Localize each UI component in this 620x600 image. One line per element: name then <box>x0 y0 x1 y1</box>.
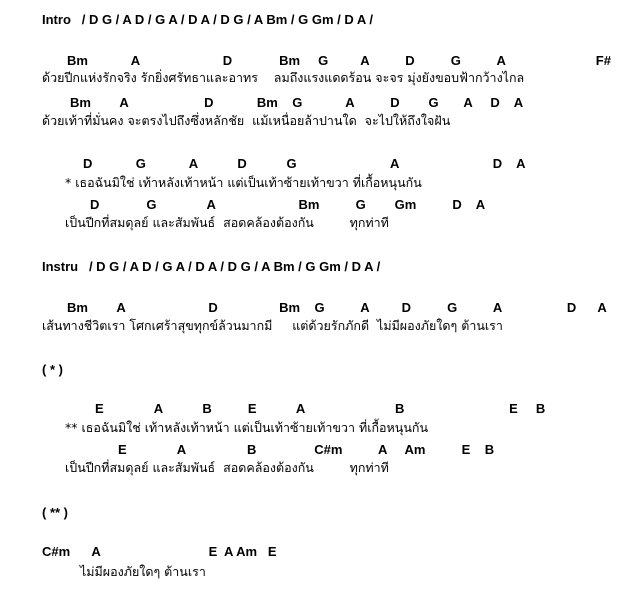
verse1-chords-2: Bm A D Bm G A D G A D A <box>70 95 524 110</box>
instru-line: Instru / D G / A D / G A / D A / D G / A Bm / G Gm / D A / <box>42 259 381 274</box>
chorus2-lyric-2: เป็นปีกที่สมดุลย์ และสัมพันธ์ สอดคล้องต้องกัน ทุกท่าที <box>65 460 389 475</box>
bridge-lyric: เส้นทางชีวิตเรา โศกเศร้าสุขทุกข์ล้วนมากมี แต่ด้วยรักภักดี ไม่มีผองภัยใดๆ ต้านเรา <box>42 318 503 333</box>
chorus-chords-2: D G A Bm G Gm D A <box>90 197 486 212</box>
chorus-chords-1: D G A D G A D A <box>83 156 526 171</box>
verse1-chords-1: Bm A D Bm G A D G A F# <box>67 53 611 68</box>
outro-lyric: ไม่มีผองภัยใดๆ ต้านเรา <box>80 564 206 579</box>
bridge-chords: Bm A D Bm G A D G A D A <box>67 300 607 315</box>
chorus-lyric-1: * เธอฉันมิใช่ เท้าหลังเท้าหน้า แต่เป็นเท้าซ้ายเท้าขวา ที่เกื้อหนุนกัน <box>65 175 422 190</box>
chorus2-lyric-1: ** เธอฉันมิใช่ เท้าหลังเท้าหน้า แต่เป็นเท้าซ้ายเท้าขวา ที่เกื้อหนุนกัน <box>65 420 428 435</box>
verse1-lyric-1: ด้วยปีกแห่งรักจริง รักยิ่งศรัทธาและอาทร ลมถึงแรงแดดร้อน จะจร มุ่งยังขอบฟ้ากว้างไกล <box>42 70 525 85</box>
repeat-chorus2-marker: ( ** ) <box>42 505 68 520</box>
intro-line: Intro / D G / A D / G A / D A / D G / A Bm / G Gm / D A / <box>42 12 374 27</box>
chorus-lyric-2: เป็นปีกที่สมดุลย์ และสัมพันธ์ สอดคล้องต้องกัน ทุกท่าที <box>65 215 389 230</box>
outro-chords: C#m A E A Am E <box>42 544 277 559</box>
repeat-chorus-marker: ( * ) <box>42 362 63 377</box>
chorus2-chords-2: E A B C#m A Am E B <box>118 442 495 457</box>
chorus2-chords-1: E A B E A B E B <box>95 401 546 416</box>
verse1-lyric-2: ด้วยเท้าที่มั่นคง จะตรงไปถึงซึ่งหลักชัย แม้เหนื่อยล้าปานใด จะไปให้ถึงใจฝัน <box>42 113 451 128</box>
